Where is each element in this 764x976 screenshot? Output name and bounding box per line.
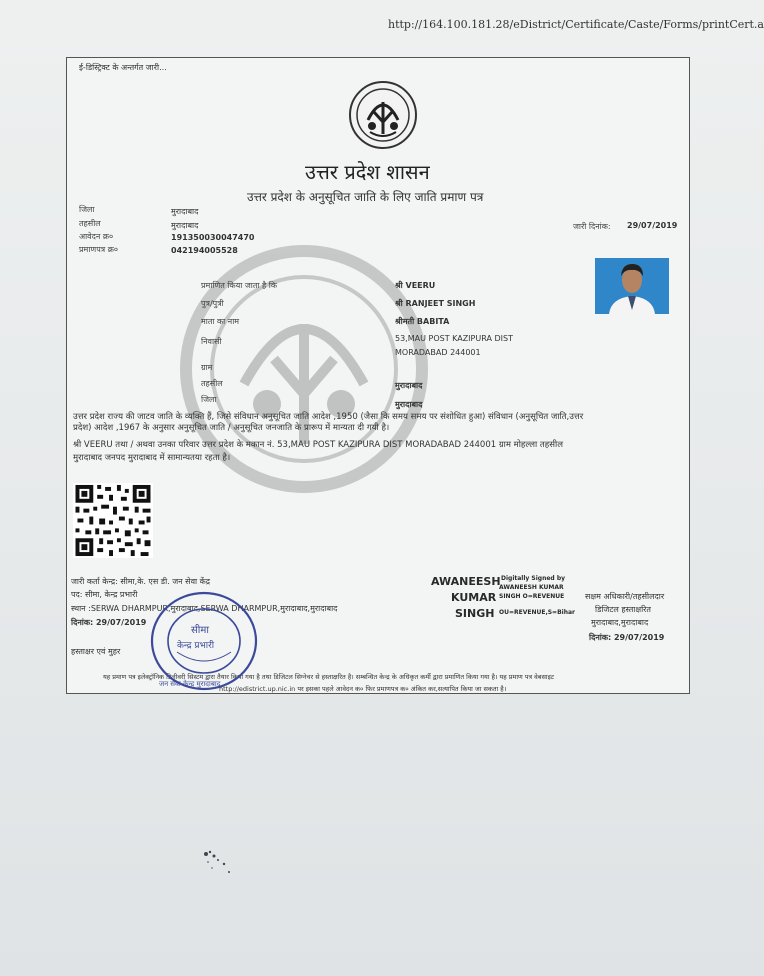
seal-top-text: सीमा bbox=[191, 625, 209, 636]
meta-district-label: जिला bbox=[79, 205, 95, 214]
certificate-page bbox=[66, 57, 690, 694]
issue-date-label: जारी दिनांक: bbox=[573, 222, 611, 231]
issuer-center: जारी कर्ता केन्द्र: सीमा,के. एस डी. जन सेवा केंद्र bbox=[71, 577, 211, 586]
up-emblem-icon bbox=[348, 80, 418, 150]
signer-name-1: AWANEESH bbox=[431, 575, 501, 588]
rubber-stamp-seal-icon bbox=[149, 586, 259, 696]
authority-date: दिनांक: 29/07/2019 bbox=[589, 633, 665, 642]
ink-smudge bbox=[196, 842, 242, 882]
page-title: उत्तर प्रदेश शासन bbox=[305, 160, 430, 184]
meta-tehsil-label: तहसील bbox=[79, 219, 101, 228]
resident-label: निवासी bbox=[201, 337, 222, 346]
resident-value-2: MORADABAD 244001 bbox=[395, 348, 481, 357]
seal-middle-text: केन्द्र प्रभारी bbox=[177, 641, 215, 651]
detail-district-label: जिला bbox=[201, 395, 217, 404]
detail-district-value: मुरादाबाद bbox=[395, 400, 423, 409]
meta-application-value: 191350030047470 bbox=[171, 233, 255, 242]
certified-label: प्रमाणित किया जाता है कि bbox=[201, 281, 278, 290]
issuer-signature-label: हस्ताक्षर एवं मुहर bbox=[71, 647, 121, 656]
issuer-place: स्थान :SERWA DHARMPUR,मुरादाबाद,SERWA DHARMPUR,मुरादाबाद,मुरादाबाद bbox=[71, 604, 338, 613]
son-label: पुत्र/पुत्री bbox=[201, 299, 224, 308]
authority-line-3: मुरादाबाद,मुरादाबाद bbox=[591, 618, 649, 627]
digital-sign-line-1: Digitally Signed by bbox=[501, 575, 566, 582]
header-note: ई-डिस्ट्रिक्ट के अन्तर्गत जारी... bbox=[79, 63, 167, 72]
digital-sign-line-3: SINGH O=REVENUE bbox=[499, 593, 565, 600]
issue-date-value: 29/07/2019 bbox=[627, 221, 678, 230]
authority-line-1: सक्षम अधिकारी/तहसीलदार bbox=[585, 592, 665, 601]
authority-line-2: डिजिटल हस्ताक्षरित bbox=[595, 605, 651, 614]
meta-certificate-value: 042194005528 bbox=[171, 246, 238, 255]
print-url: http://164.100.181.28/eDistrict/Certificate/Caste/Forms/printCert.a bbox=[388, 18, 764, 31]
digital-sign-line-4: OU=REVENUE,S=Bihar bbox=[499, 609, 575, 616]
footer-line-1: यह प्रमाण पत्र इलेक्ट्रॉनिक डिलीवरी सिस्टम द्वारा तैयार किया गया है तथा डिजिटल सिग्नेचर से हस्ताक्षरित है। सम्बन्धित केन्द्र के अधिकृत कर्मी द्वारा प्रमाणित किया गया है। यह प्रमाण पत्र वेबसाइट bbox=[103, 673, 555, 681]
resident-value-1: 53,MAU POST KAZIPURA DIST bbox=[395, 334, 513, 343]
son-value: श्री RANJEET SINGH bbox=[395, 299, 476, 308]
seal-ring-text: जन सेवा केन्द्र मुरादाबाद bbox=[159, 680, 221, 688]
meta-certificate-label: प्रमाणपत्र क्र० bbox=[79, 245, 118, 254]
certified-value: श्री VEERU bbox=[395, 281, 436, 290]
paragraph-line-3: श्री VEERU तथा / अथवा उनका परिवार उत्तर प्रदेश के मकान नं. 53,MAU POST KAZIPURA DIST MORADABAD 244001 ग्राम मोहल्ला तहसील bbox=[73, 440, 563, 450]
meta-tehsil-value: मुरादाबाद bbox=[171, 221, 199, 230]
detail-tehsil-value: मुरादाबाद bbox=[395, 381, 423, 390]
issuer-post: पद: सीमा, केन्द्र प्रभारी bbox=[71, 590, 138, 599]
qr-code-icon bbox=[73, 483, 153, 558]
signer-name-2: KUMAR bbox=[451, 591, 497, 604]
mother-label: माता का नाम bbox=[201, 317, 240, 326]
mother-value: श्रीमती BABITA bbox=[395, 317, 450, 326]
detail-tehsil-label: तहसील bbox=[201, 379, 223, 388]
meta-district-value: मुरादाबाद bbox=[171, 207, 199, 216]
meta-application-label: आवेदन क्र० bbox=[79, 232, 114, 241]
paragraph-line-2: प्रदेश) आदेश ,1967 के अनुसार अनुसूचित जाति / अनुसूचित जनजाति के प्रारूप में मान्यता दी गयी है। bbox=[73, 423, 390, 433]
issuer-date: दिनांक: 29/07/2019 bbox=[71, 618, 147, 627]
digital-sign-line-2: AWANEESH KUMAR bbox=[499, 584, 564, 591]
paragraph-line-1: उत्तर प्रदेश राज्य की जाटव जाति के व्यक्ति हैं, जिसे संविधान अनुसूचित जाति आदेश ,1950 (जैसा कि समय समय पर संशोधित हुआ) संविधान (अनुसूचित जाति,उत्तर bbox=[73, 412, 584, 422]
page-subtitle: उत्तर प्रदेश के अनुसूचित जाति के लिए जाति प्रमाण पत्र bbox=[247, 190, 484, 204]
paragraph-line-4: मुरादाबाद जनपद मुरादाबाद में सामान्यतया रहता है। bbox=[73, 453, 231, 463]
signer-name-3: SINGH bbox=[455, 607, 495, 620]
footer-line-2: http://edistrict.up.nic.in पर इसका पहले आवेदन क० फिर प्रमाणपत्र क० अंकित कर,सत्यापित किया जा सकता है। bbox=[219, 685, 507, 693]
village-label: ग्राम bbox=[201, 363, 213, 372]
applicant-photo bbox=[595, 258, 669, 314]
